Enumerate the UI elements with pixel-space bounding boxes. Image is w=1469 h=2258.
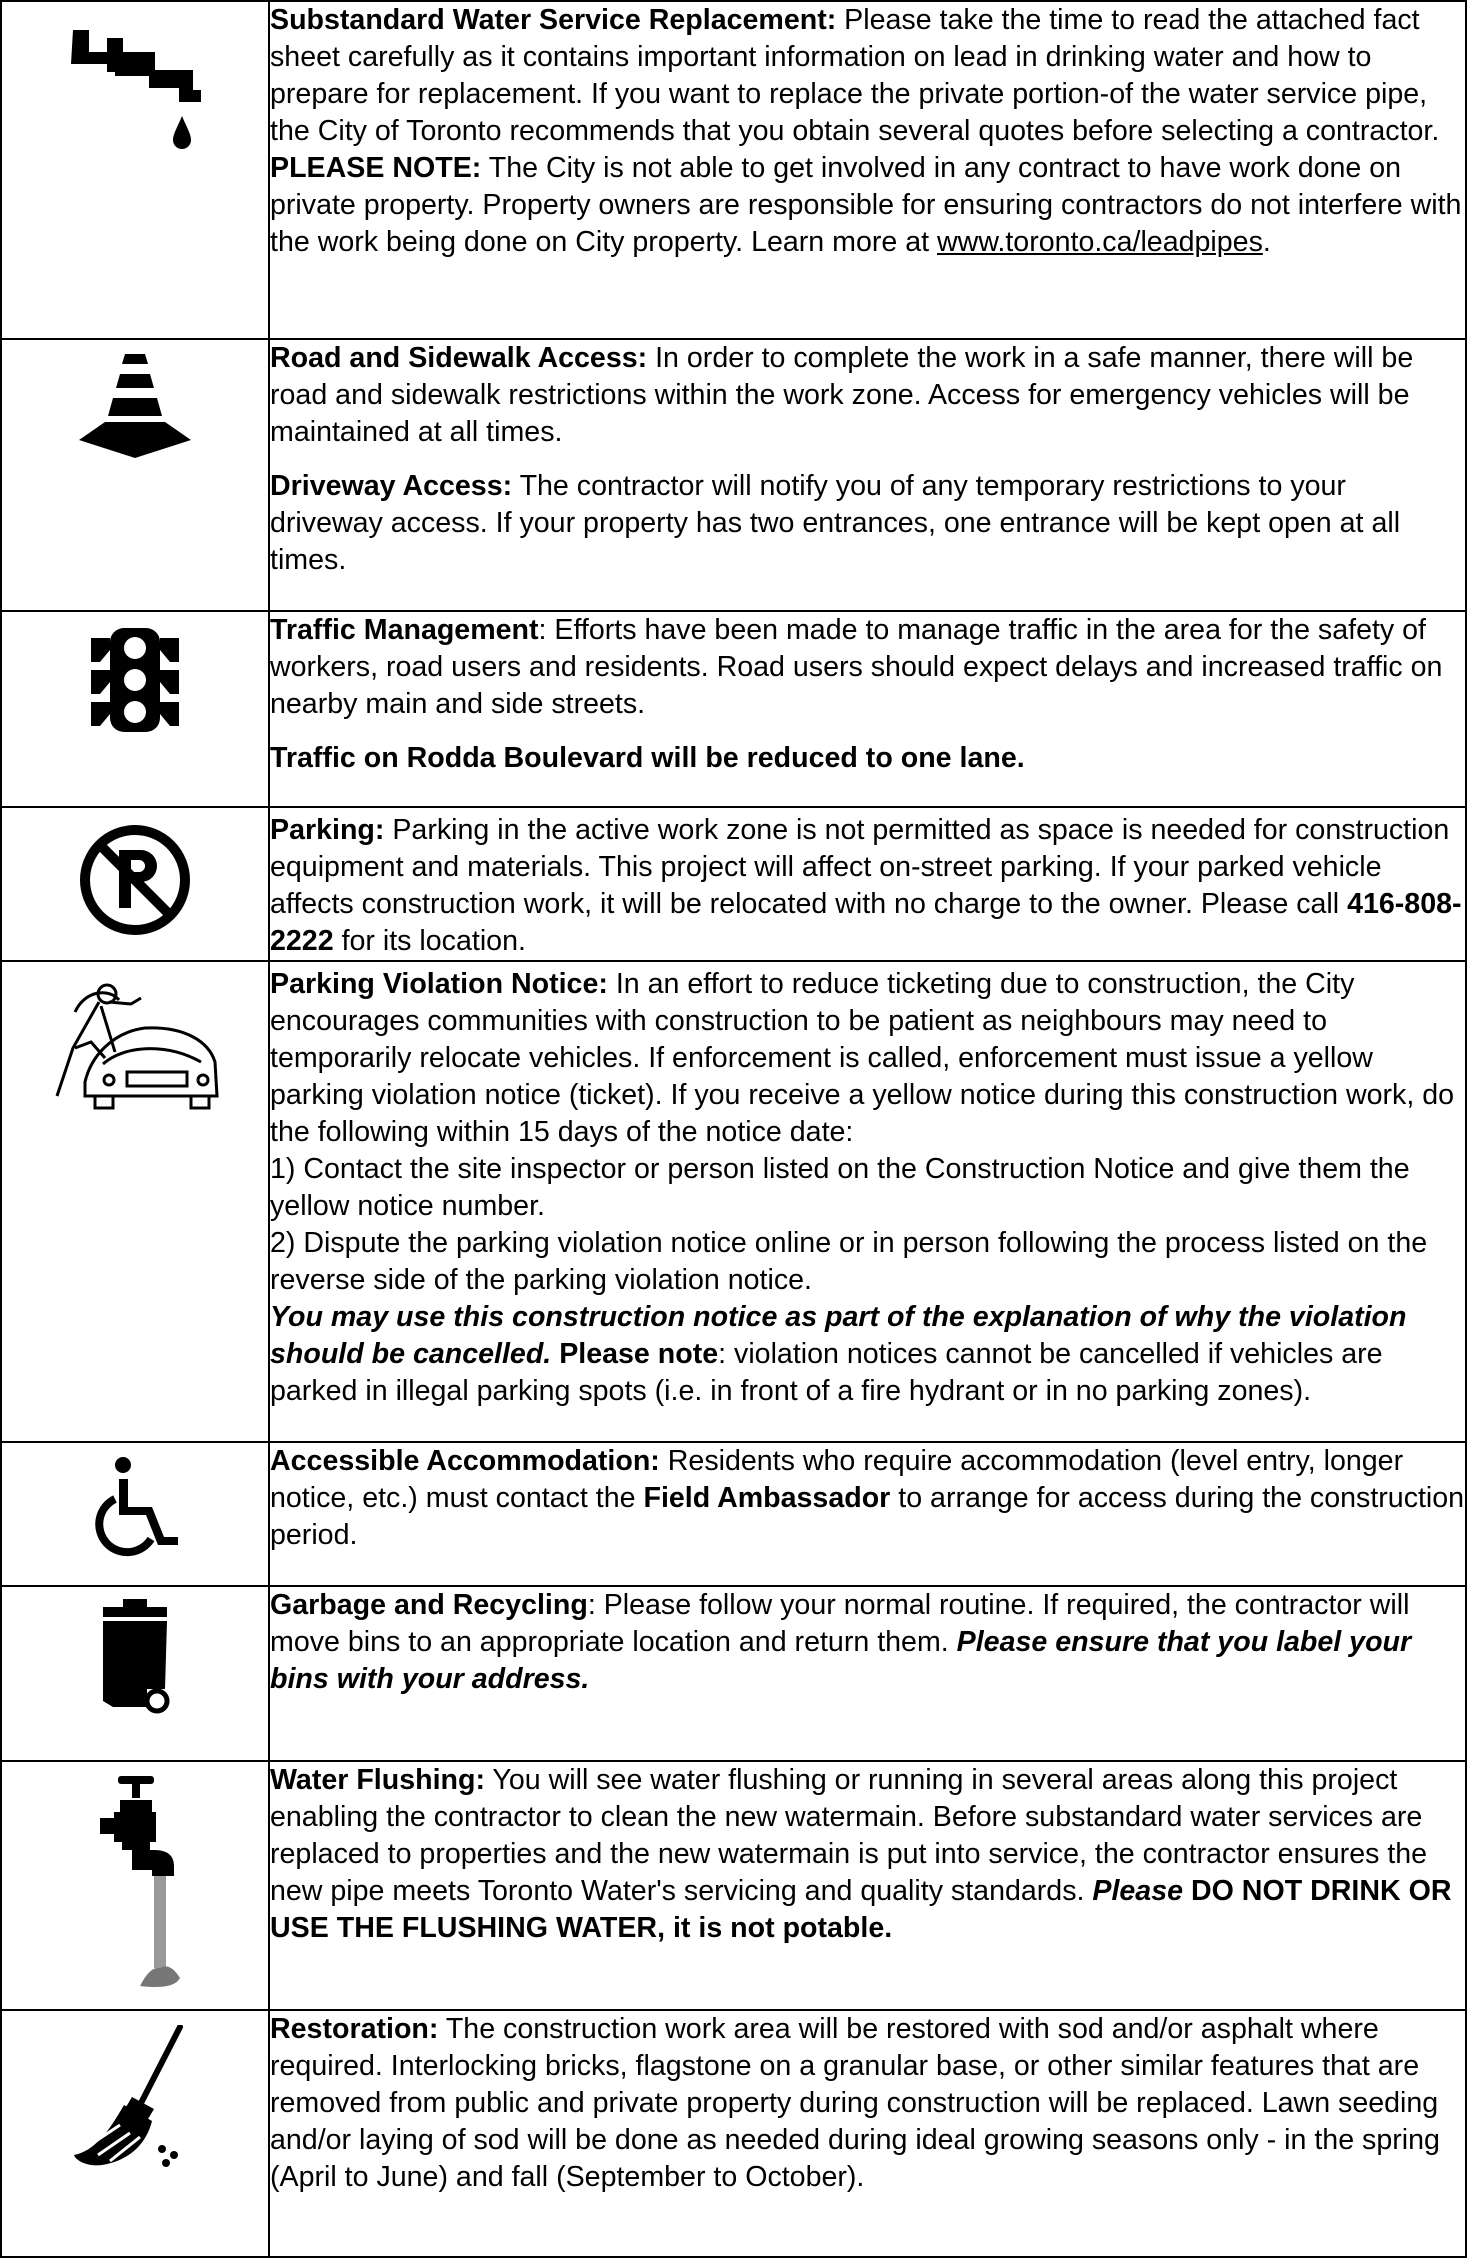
icon-cell	[1, 339, 269, 611]
icon-cell	[1, 1761, 269, 2010]
table-row	[1, 1, 1466, 339]
table-row	[1, 807, 1466, 961]
paragraph: Restoration: The construction work area will be restored with sod and/or asphalt where required. Interlocking bricks, flagstone on a granular base, or other similar features that are removed from public and private property during construction will be replaced. Lawn seeding and/or laying of sod will be done as needed during ideal growing seasons only - in the spring (April to June) and fall (September to October).	[270, 2013, 1440, 2193]
section-title: Water Flushing:	[270, 1764, 485, 1796]
paragraph: Traffic on Rodda Boulevard will be reduced to one lane.	[270, 742, 1025, 774]
section-title: Parking:	[270, 814, 385, 846]
text-cell	[269, 1, 1466, 339]
section-title: Parking Violation Notice:	[270, 968, 608, 1000]
section-title: Traffic Management	[270, 614, 539, 646]
icon-cell	[1, 1, 269, 339]
water-tap-flushing-icon	[80, 1776, 190, 1996]
no-parking-icon	[77, 822, 193, 938]
broom-icon	[70, 2025, 200, 2175]
icon-cell	[1, 2010, 269, 2257]
text-cell	[269, 1586, 1466, 1761]
section-title: Accessible Accommodation:	[270, 1445, 660, 1477]
table-row	[1, 2010, 1466, 2257]
paragraph: Traffic Management: Efforts have been made to manage traffic in the area for the safety of workers, road users and residents. Road users should expect delays and increased traffic on nearby main and side streets.	[270, 614, 1443, 720]
table-row	[1, 1761, 1466, 2010]
phone-number: 416-808-2222	[270, 888, 1462, 957]
text-cell	[269, 611, 1466, 807]
paragraph: Water Flushing: You will see water flushing or running in several areas along this project enabling the contractor to clean the new watermain. Before substandard water services are replaced to properties and the new watermain is put into service, the contractor ensures the new pipe meets Toronto Water's servicing and quality standards. Please DO NOT DRINK OR USE THE FLUSHING WATER, it is not potable.	[270, 1764, 1452, 1944]
paragraph: Accessible Accommodation: Residents who require accommodation (level entry, longer notice, etc.) must contact the Field Ambassador to arrange for access during the construction period.	[270, 1445, 1465, 1551]
water-service-pipe-icon	[65, 16, 205, 166]
text-cell	[269, 807, 1466, 961]
text-cell	[269, 961, 1466, 1442]
section-title: Restoration:	[270, 2013, 439, 2045]
icon-cell	[1, 961, 269, 1442]
paragraph: Substandard Water Service Replacement: Please take the time to read the attached fact sheet carefully as it contains important information on lead in drinking water and how to prepare for replacement. If you want to replace the private portion-of the water service pipe, the City of Toronto recommends that you obtain several quotes before selecting a contractor. PLEASE NOTE: The City is not able to get involved in any contract to have work done on private property. Property owners are responsible for ensuring contractors do not interfere with the work being done on City property. Learn more at www.toronto.ca/leadpipes.	[270, 4, 1462, 258]
icon-cell	[1, 1586, 269, 1761]
parking-ticket-officer-icon	[45, 972, 225, 1112]
traffic-light-icon	[85, 626, 185, 736]
paragraph: Parking: Parking in the active work zone is not permitted as space is needed for construction equipment and materials. This project will affect on-street parking. If your parked vehicle affects construction work, it will be relocated with no charge to the owner. Please call 416-808-2222 for its location.	[270, 814, 1462, 957]
paragraph: Driveway Access: The contractor will notify you of any temporary restrictions to your driveway access. If your property has two entrances, one entrance will be kept open at all times.	[270, 470, 1401, 576]
text-cell	[269, 2010, 1466, 2257]
table-row	[1, 1442, 1466, 1586]
section-title: Substandard Water Service Replacement:	[270, 4, 837, 36]
traffic-cone-icon	[75, 350, 195, 460]
paragraph: Parking Violation Notice: In an effort to reduce ticketing due to construction, the City encourages communities with construction to be patient as neighbours may need to temporarily relocate vehicles. If enforcement is called, enforcement must issue a yellow parking violation notice (ticket). If you receive a yellow notice during this construction work, do the following within 15 days of the notice date: 1) Contact the site inspector or person listed on the Construction Notice and give them the yellow notice number. 2) Dispute the parking violation notice online or in person following the process listed on the reverse side of the parking violation notice. You may use this construction notice as part of the explanation of why the violation should be cancelled. Please note: violation notices cannot be cancelled if vehicles are parked in illegal parking spots (i.e. in front of a fire hydrant or in no parking zones).	[270, 968, 1455, 1407]
text-cell	[269, 1442, 1466, 1586]
text-cell	[269, 1761, 1466, 2010]
icon-cell	[1, 611, 269, 807]
paragraph: Road and Sidewalk Access: In order to complete the work in a safe manner, there will be road and sidewalk restrictions within the work zone. Access for emergency vehicles will be maintained at all times.	[270, 342, 1414, 448]
leadpipes-link[interactable]: www.toronto.ca/leadpipes	[937, 226, 1263, 258]
table-row	[1, 339, 1466, 611]
table-row	[1, 961, 1466, 1442]
table-row	[1, 611, 1466, 807]
section-title: Road and Sidewalk Access:	[270, 342, 648, 374]
garbage-bin-icon	[95, 1599, 175, 1719]
wheelchair-icon	[85, 1455, 185, 1565]
icon-cell	[1, 807, 269, 961]
table-row	[1, 1586, 1466, 1761]
text-cell	[269, 339, 1466, 611]
section-title: Garbage and Recycling	[270, 1589, 588, 1621]
icon-cell	[1, 1442, 269, 1586]
paragraph: Garbage and Recycling: Please follow your normal routine. If required, the contractor will move bins to an appropriate location and return them. Please ensure that you label your bins with your address.	[270, 1589, 1412, 1695]
section-title: Driveway Access:	[270, 470, 513, 502]
